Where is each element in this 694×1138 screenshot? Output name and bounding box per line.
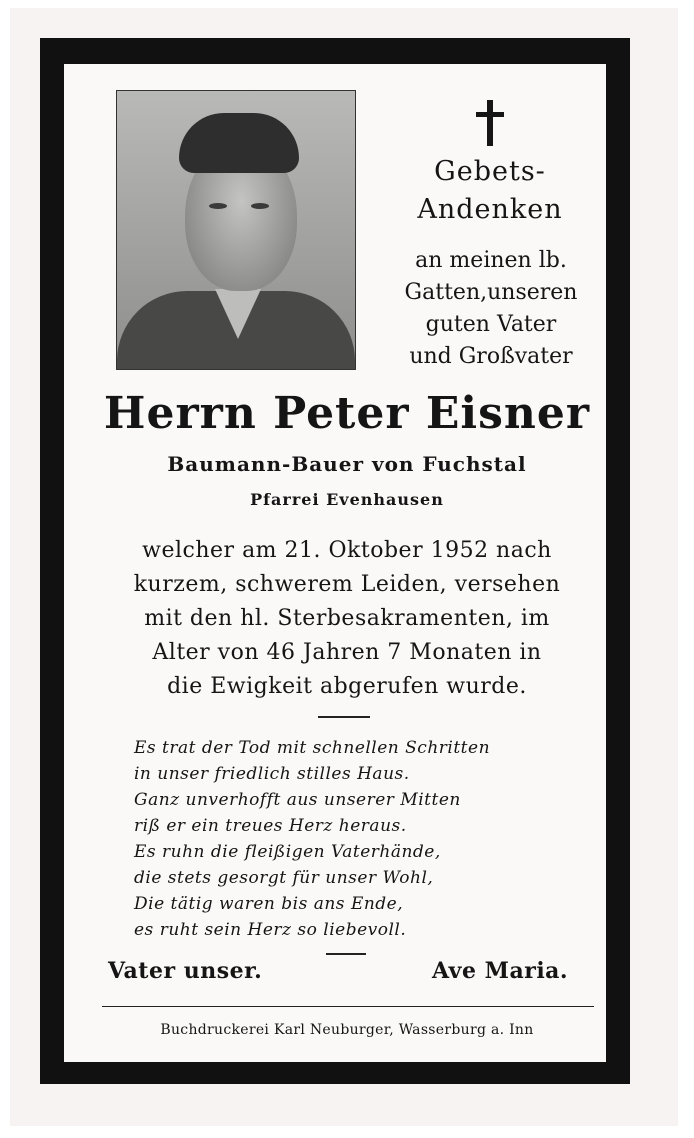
divider-top — [318, 716, 370, 718]
dedication-line-3: guten Vater — [425, 312, 557, 337]
poem-line-1: Es trat der Tod mit schnellen Schritten — [134, 738, 491, 758]
poem-line-5: Es ruhn die fleißigen Vaterhände, — [134, 842, 441, 862]
deceased-name: Herrn Peter Eisner — [103, 388, 591, 439]
portrait-photo — [116, 90, 356, 370]
body-line-5: die Ewigkeit abgerufen wurde. — [167, 674, 527, 699]
photo-hair — [179, 113, 299, 173]
photo-eye-left — [209, 203, 227, 209]
poem-line-3: Ganz unverhofft aus unserer Mitten — [134, 790, 461, 810]
prayer-vater-unser: Vater unser. — [108, 958, 263, 984]
deceased-occupation: Baumann-Bauer von Fuchstal — [167, 452, 527, 476]
cross-icon — [470, 98, 510, 148]
prayer-ave-maria: Ave Maria. — [432, 958, 569, 984]
body-line-1: welcher am 21. Oktober 1952 nach — [142, 538, 552, 563]
title-line-1: Gebets- — [434, 156, 546, 187]
poem-line-6: die stets gesorgt für unser Wohl, — [134, 868, 434, 888]
footer-rule — [102, 1006, 594, 1007]
poem-line-4: riß er ein treues Herz heraus. — [134, 816, 407, 836]
dedication-line-2: Gatten,unseren — [404, 280, 578, 305]
poem-line-2: in unser friedlich stilles Haus. — [134, 764, 410, 784]
dedication-line-4: und Großvater — [409, 344, 573, 369]
poem-line-8: es ruht sein Herz so liebevoll. — [134, 920, 407, 940]
photo-eye-right — [251, 203, 269, 209]
title-line-2: Andenken — [417, 194, 563, 225]
poem-line-7: Die tätig waren bis ans Ende, — [134, 894, 404, 914]
body-line-2: kurzem, schwerem Leiden, versehen — [133, 572, 561, 597]
body-line-3: mit den hl. Sterbesakramenten, im — [144, 606, 550, 631]
dedication-line-1: an meinen lb. — [415, 248, 567, 273]
body-line-4: Alter von 46 Jahren 7 Monaten in — [152, 640, 542, 665]
printer-credit: Buchdruckerei Karl Neuburger, Wasserburg a. Inn — [160, 1022, 534, 1038]
deceased-parish: Pfarrei Evenhausen — [250, 490, 444, 509]
divider-middle — [326, 953, 366, 955]
